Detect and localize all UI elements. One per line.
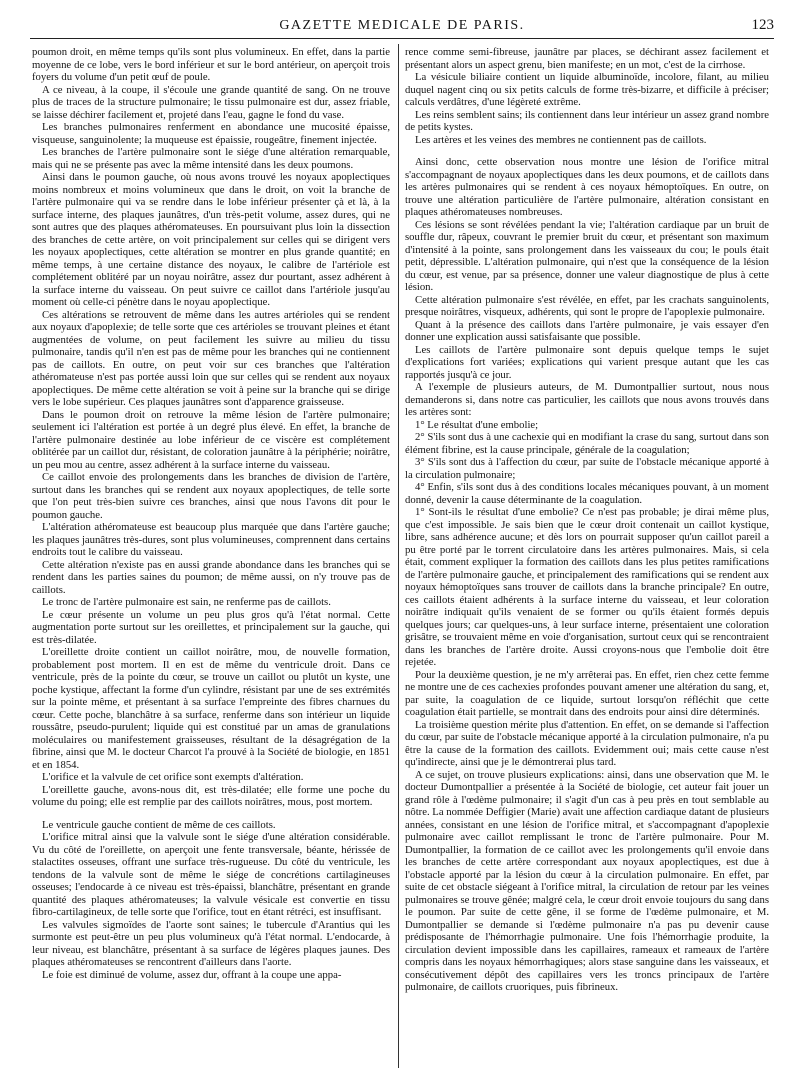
paragraph: L'oreillette gauche, avons-nous dit, est très-dilatée; elle forme une poche du volume du poing; elle est remplie par des caillots noirâtres, mous, post mortem. <box>32 783 390 808</box>
paragraph: 2° S'ils sont dus à une cachexie qui en modifiant la crase du sang, surtout dans son élément fibrine, est la cause principale, générale de la coagulation; <box>405 431 769 456</box>
paragraph: 4° Enfin, s'ils sont dus à des conditions locales mécaniques pouvant, à un moment donné, devenir la cause déterminante de la coagulation. <box>405 481 769 506</box>
paragraph: L'oreillette droite contient un caillot noirâtre, mou, de nouvelle formation, probablement post mortem. Il en est de même du ventricule droit. Dans ce ventricule, près de la pointe du cœur, se trouve un caillot ou plutôt un kyste, une poche kystique, affectant la forme d'un cylindre, résistant par une de ses extrémités sur la pointe même, et présentant à sa surface l'empreinte des fibres charnues du cœur. Cette poche, blanchâtre à sa surface, renferme dans son intérieur un liquide roussâtre, pseudo-purulent; liquide qui est constitué par un amas de granulations moléculaires ou manifestement graisseuses, résultant de la désagrégation de la fibrine, ainsi que M. le docteur Charcot l'a prouvé à la Société de biologie, en 1851 et en 1854. <box>32 646 390 771</box>
journal-title: GAZETTE MEDICALE DE PARIS. <box>279 18 525 33</box>
paragraph: Ainsi donc, cette observation nous montre une lésion de l'orifice mitral s'accompagnant de noyaux apoplectiques dans les deux poumons, et de caillots dans les artères pulmonaires qui se rendent à ces noyaux hémoptoïques. En outre, on trouve une altération particulière de l'artère pulmonaire, altération consistant en plaques athéromateuses nombreuses. <box>405 156 769 218</box>
paragraph: A ce niveau, à la coupe, il s'écoule une grande quantité de sang. On ne trouve plus de traces de la structure pulmonaire; le tissu pulmonaire est dur, assez friable, se laisse déchirer facilement et, projeté dans l'eau, gagne le fond du vase. <box>32 83 390 121</box>
paragraph: La vésicule biliaire contient un liquide albuminoïde, incolore, filant, au milieu duquel nagent cinq ou six petits calculs de forme très-bizarre, et difficile à préciser; calculs verdâtres, d'une légèreté extrême. <box>405 71 769 108</box>
paragraph: Le cœur présente un volume un peu plus gros qu'à l'état normal. Cette augmentation porte surtout sur les oreillettes, et principalement sur la gauche, qui est très-dilatée. <box>32 608 390 646</box>
paragraph: Les reins semblent sains; ils contiennent dans leur intérieur un assez grand nombre de petits kystes. <box>405 108 769 133</box>
paragraph: Le tronc de l'artère pulmonaire est sain, ne renferme pas de caillots. <box>42 596 331 608</box>
paragraph: 1° Sont-ils le résultat d'une embolie? Ce n'est pas probable; je dirai même plus, que c'est impossible. Je sais bien que le cœur droit contenait un caillot kystique, libre, sans adhérence aucune; et dès lors on pourrait supposer qu'un caillot pareil a pu être porté par le torrent circulatoire dans les artères pulmonaires. Mais, si cela était, comment expliquer la formation des caillots dans les plus petites ramifications de l'artère pulmonaire gauche, et principalement des ramifications qui se rendent aux noyaux hémoptoïques sans trouver de caillots dans la branche principale? En outre, ces caillots étaient adhérents à la surface interne du vaisseau, et leur coloration noirâtre indiquait qu'ils venaient de se former ou qu'ils étaient formés depuis quelques jours; car quelques-uns, à leur surface interne, présentaient une coloration grisâtre, se trouvaient même en voie d'organisation, surtout ceux qui se rencontraient dans les branches de l'artère droite. Aussi croyons-nous que l'embolie doit être rejetée. <box>405 506 769 668</box>
paragraph: Quant à la présence des caillots dans l'artère pulmonaire, je vais essayer d'en donner une explication aussi satisfaisante que possible. <box>405 318 769 343</box>
column-divider <box>398 44 399 1068</box>
paragraph: Le foie est diminué de volume, assez dur, offrant à la coupe une appa- <box>42 968 342 981</box>
paragraph: La troisième question mérite plus d'attention. En effet, on se demande si l'affection du cœur, par suite de l'obstacle mécanique apporté à la circulation pulmonaire, n'a pu être la cause de la formation des caillots. Evidemment oui; mais cette cause n'est qu'indirecte, ainsi que je le démontrerai plus tard. <box>405 718 769 768</box>
paragraph: Les branches pulmonaires renferment en abondance une mucosité épaisse, visqueuse, sanguinolente; la muqueuse est épaissie, rougeâtre, finement injectée. <box>32 121 390 146</box>
paragraph: Les artères et les veines des membres ne contiennent pas de caillots. <box>415 133 707 146</box>
paragraph: L'altération athéromateuse est beaucoup plus marquée que dans l'artère gauche; les plaques jaunâtres très-dures, sont plus volumineuses, comprennent dans certains endroits tout le calibre du vaisseau. <box>32 521 390 558</box>
paragraph: 3° S'ils sont dus à l'affection du cœur, par suite de l'obstacle mécanique apporté à la circulation pulmonaire; <box>405 456 769 481</box>
paragraph: Cette altération n'existe pas en aussi grande abondance dans les branches qui se rendent dans les parties saines du poumon; de même aussi, on n'y trouve pas de caillots. <box>32 558 390 596</box>
paragraph: Les branches de l'artère pulmonaire sont le siége d'une altération remarquable, mais qui ne se présente pas avec la même intensité dans les deux poumons. <box>32 146 390 171</box>
paragraph: Ces altérations se retrouvent de même dans les autres artérioles qui se rendent aux noyaux d'apoplexie; de telle sorte que ces artérioles se trouvant pleines et étant augmentées de volume, on peut facilement les suivre au milieu du tissu pulmonaire, tandis qu'il n'en est pas de même pour les branches qui ne contiennent pas de caillots. En outre, on peut voir sur ces branches que l'altération athéromateuse n'est pas portée aussi loin que sur celles qui se rendent aux noyaux apoplectiques. De même cette altération se voit à peine sur la branche qui se dirige vers le lobe supérieur. Ces plaques jaunâtres sont d'apparence graisseuse. <box>32 308 390 408</box>
paragraph: Ainsi dans le poumon gauche, où nous avons trouvé les noyaux apoplectiques moins nombreux et moins volumineux que dans le droit, on voit la branche de l'artère pulmonaire qui va se rendre dans le lobe inférieur présenter çà et là, à la surface interne, des plaques jaunâtres, d'un très-petit volume, assez dures, qui ne sont autres que des plaques athéromateuses. En poursuivant plus loin la dissection des branches de cette artère, on voit principalement sur celles qui se dirigent vers les noyaux apoplectiques, cette altération se montrer en plus grande quantité; en même temps, à une certaine distance des noyaux, le calibre de l'artériole est complétement oblitéré par un noyau noirâtre, assez dur pourtant, assez adhérent à la surface interne du vaisseau. On peut suivre ce caillot dans l'artériole jusqu'au moment où celle-ci pénètre dans le noyau apoplectique. <box>32 171 390 308</box>
paragraph: Ces lésions se sont révélées pendant la vie; l'altération cardiaque par un bruit de souffle dur, râpeux, couvrant le premier bruit du cœur, et présentant son maximum d'intensité à la pointe, sans prolongement dans les vaisseaux du cou; le pouls était petit, dépressible. L'altération pulmonaire, qui n'est que la conséquence de la lésion du cœur, est venue, par sa présence, donner une valeur diagnostique de plus à cette lésion. <box>405 218 769 293</box>
paragraph: Le ventricule gauche contient de même de ces caillots. <box>42 818 276 831</box>
page-number: 123 <box>751 17 774 33</box>
paragraph: A ce sujet, on trouve plusieurs explications: ainsi, dans une observation que M. le docteur Dumontpallier a présentée à la Société de biologie, cet auteur fait jouer un grand rôle à l'œdème pulmonaire; il s'agit d'un cas à peu près en tout semblable au nôtre. La nommée Deffigier (Marie) avait une affection cardiaque datant de plusieurs années, consistant en une lésion de l'orifice mitral, et s'accompagnant d'apoplexie pulmonaire avec caillot remplissant le tronc de l'artère pulmonaire. Pour M. Dumontpallier, la formation de ce caillot avec les prolongements qu'il envoie dans les branches de cette artère correspondant aux noyaux apoplectiques, est due à l'obstacle apporté par la lésion du cœur à la circulation pulmonaire. En effet, par suite de cet obstacle siégeant à l'orifice mitral, la circulation de retour par les veines pulmonaires se trouve gênée; malgré cela, le cœur droit envoie toujours du sang dans le poumon. Par suite de cette gêne, il se forme de l'œdème pulmonaire, et M. Dumontpallier se demande si l'œdème pulmonaire n'a pas pu devenir cause prédisposante de l'hémorrhagie pulmonaire. Une fois l'hémorrhagie produite, la circulation devient impossible dans les capillaires, rameaux et rameaux de l'artère compris dans les noyaux hémorrhagiques; alors stase sanguine dans les vaisseaux, et consécutivement dépôt des capillaires vers les troncs principaux de l'artère pulmonaire, de caillots cruoriques, puis fibrineux. <box>405 768 769 993</box>
page-header <box>30 14 774 39</box>
right-column <box>405 46 769 1066</box>
paragraph: Ce caillot envoie des prolongements dans les branches de division de l'artère, surtout dans les branches qui se rendent aux noyaux apoplectiques, de telle sorte que l'on peut très-bien suivre ces branches, ainsi que nous l'avons dit pour le poumon gauche. <box>32 471 390 521</box>
paragraph: Dans le poumon droit on retrouve la même lésion de l'artère pulmonaire; seulement ici l'altération est portée à un degré plus élevé. En effet, la branche de l'artère pulmonaire destinée au lobe inférieur de ce viscère est complétement oblitérée par un caillot dur, résistant, de coloration jaunâtre à la périphérie; noirâtre, un peu mou au centre, assez adhérent à la surface interne du vaisseau. <box>32 408 390 471</box>
paragraph: rence comme semi-fibreuse, jaunâtre par places, se déchirant assez facilement et présentant alors un aspect grenu, bien manifeste; en un mot, c'est de la cirrhose. <box>405 46 769 71</box>
paragraph: Les valvules sigmoïdes de l'aorte sont saines; le tubercule d'Arantius qui les surmonte est peut-être un peu plus volumineux qu'à l'état normal. L'endocarde, à leur niveau, est blanchâtre, présentant à sa surface de légères plaques jaunes. Des plaques athéromateuses se rencontrent d'ailleurs dans l'aorte. <box>32 918 390 968</box>
paragraph: L'orifice mitral ainsi que la valvule sont le siége d'une altération considérable. Vu du côté de l'oreillette, on aperçoit une fente transversale, béante, hérissée de stalactites osseuses, offrant une surface très-rugueuse. Du côté du ventricule, les tendons de la valvule sont de même le siége de concrétions cartilagineuses osseuses; l'endocarde à ce niveau est très-épaissi, blanchâtre, présentant en grande quantité des plaques athéromateuses; la valvule vésicale est convertie en tissu fibro-cartilagineux, de telle sorte que l'orifice, tout en étant rétréci, est insuffisant. <box>32 831 390 918</box>
paragraph: poumon droit, en même temps qu'ils sont plus volumineux. En effet, dans la partie moyenne de ce lobe, vers le bord inférieur et sur le bord antérieur, on aperçoit trois foyers du volume d'un petit œuf de poule. <box>32 46 390 83</box>
paragraph: Pour la deuxième question, je ne m'y arrêterai pas. En effet, rien chez cette femme ne montre une de ces cachexies profondes pouvant amener une altération du sang, et, par suite, la coagulation de ce liquide, surtout lorsqu'on réfléchit que cette coagulation était partielle, se montrait dans des endroits pour ainsi dire déterminés. <box>405 668 769 718</box>
paragraph: A l'exemple de plusieurs auteurs, de M. Dumontpallier surtout, nous nous demanderons si, dans notre cas particulier, les caillots que nous avons trouvés dans les artères sont: <box>405 381 769 418</box>
paragraph: 1° Le résultat d'une embolie; <box>415 418 539 431</box>
paragraph: L'orifice et la valvule de cet orifice sont exempts d'altération. <box>42 771 304 783</box>
left-column <box>32 46 390 1066</box>
paragraph: Les caillots de l'artère pulmonaire sont depuis quelque temps le sujet d'explications fort variées; explications qui varient presque autant que les cas rapportés jusqu'à ce jour. <box>405 343 769 381</box>
paragraph: Cette altération pulmonaire s'est révélée, en effet, par les crachats sanguinolents, presque noirâtres, visqueux, adhérents, qui sont le propre de l'apoplexie pulmonaire. <box>405 293 769 318</box>
